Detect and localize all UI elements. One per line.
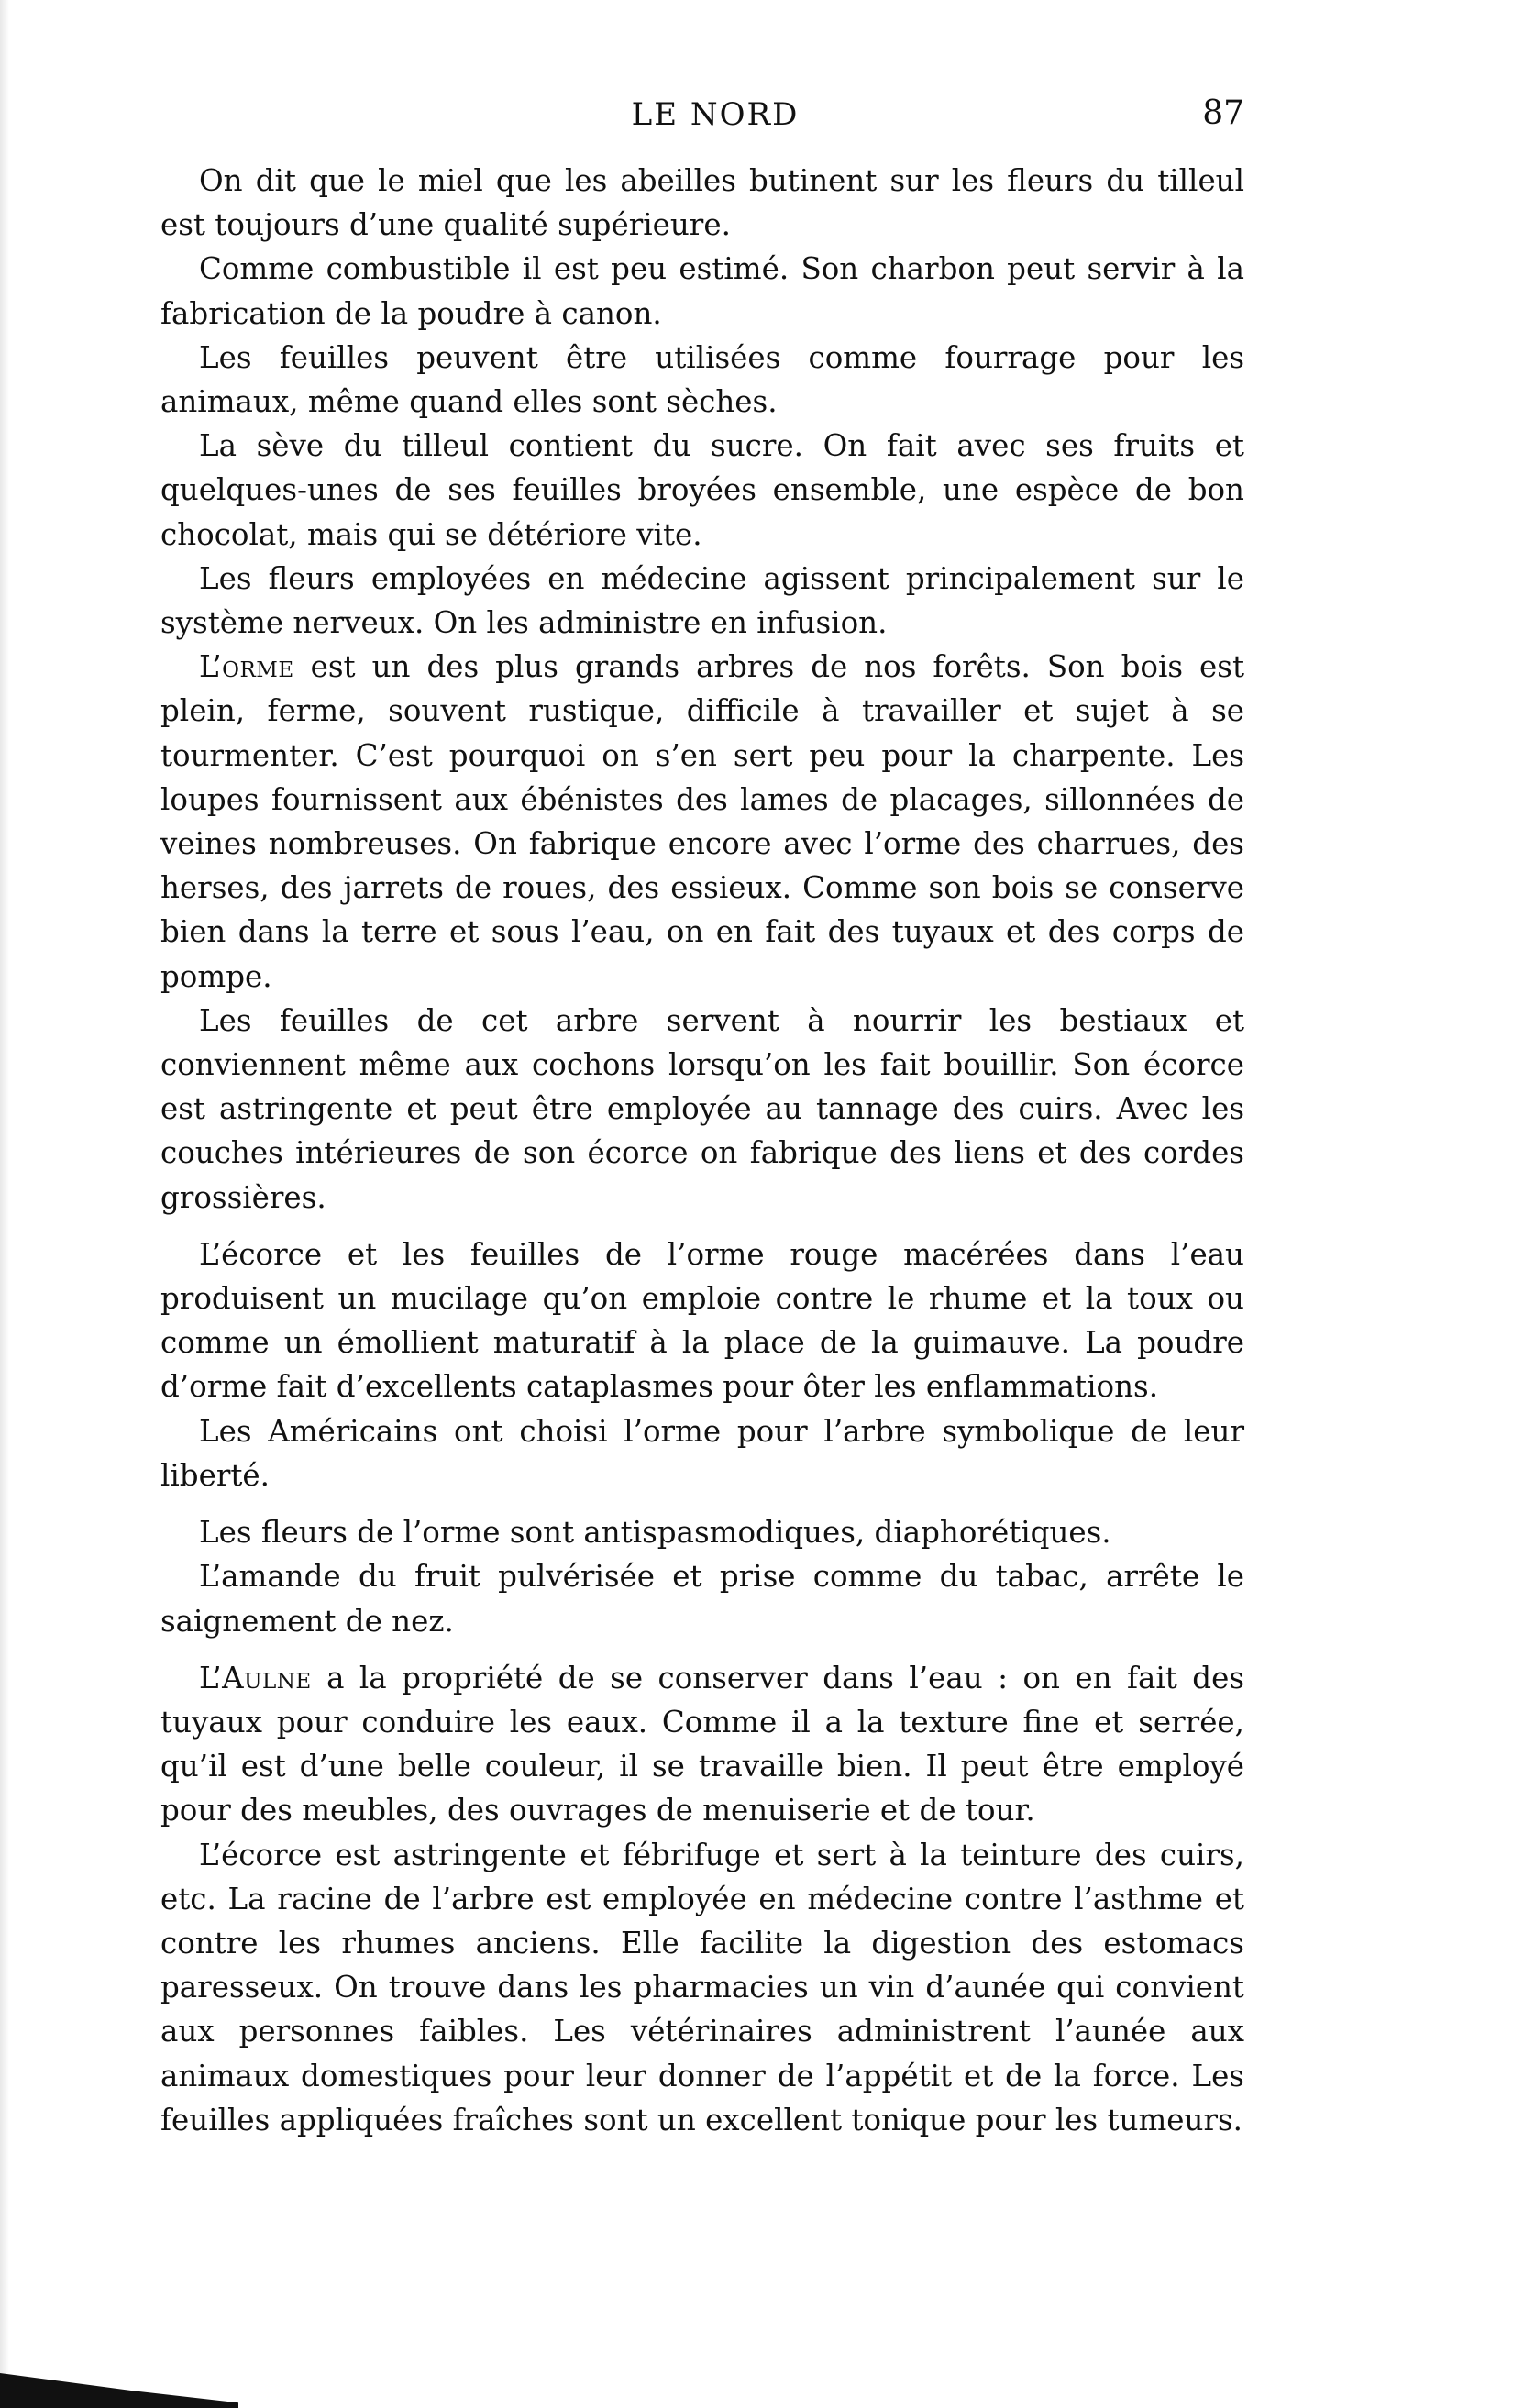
lead-term-orme: L’orme [199,649,294,685]
scan-bottom-mark [0,2373,238,2408]
paragraph-5: Les fleurs employées en médecine agissent principalement sur le système nerveux. On les administre en infusion. [160,560,1244,641]
running-header: LE NORD [631,96,800,133]
paragraph-13: L’écorce est astringente et fébrifuge et sert à la teinture des cuirs, etc. La racine de l’arbre est employée en médecine contre l’asthme et contre les rhumes anciens. Elle facilite la digestion des estomacs paresseux. On trouve dans les pharmacies un vin d’aunée qui convient aux personnes faibles. Les vétérinaires administrent l’aunée aux animaux domestiques pour leur donner de l’appétit et de la force. Les feuilles appliquées fraîches sont un excellent tonique pour les tumeurs. [160,1837,1244,2137]
paragraph-7: Les feuilles de cet arbre servent à nourrir les bestiaux et conviennent même aux cochons lorsqu’on les fait bouillir. Son écorce est astringente et peut être employée au tannage des cuirs. Avec les couches intérieures de son écorce on fabrique des liens et des cordes grossières. [160,1002,1244,1215]
scan-left-edge [0,0,9,2408]
paragraph-2: Comme combustible il est peu estimé. Son charbon peut servir à la fabrication de la poudre à canon. [160,251,1244,331]
paragraph-10: Les fleurs de l’orme sont antispasmodiques, diaphorétiques. [199,1515,1111,1551]
paragraph-6: L’orme est un des plus grands arbres de nos forêts. Son bois est plein, ferme, souvent rustique, difficile à travailler et sujet à se tourmenter. C’est pourquoi on s’en sert peu pour la charpente. Les loupes fournissent aux ébénistes des lames de placages, sillonnées de veines nombreuses. On fabrique encore avec l’orme des charrues, des herses, des jarrets de roues, des essieux. Comme son bois se conserve bien dans la terre et sous l’eau, on en fait des tuyaux et des corps de pompe. [160,649,1244,994]
paragraph-9: Les Américains ont choisi l’orme pour l’arbre symbolique de leur liberté. [160,1413,1244,1493]
paragraph-12: L’Aulne a la propriété de se conserver dans l’eau : on en fait des tuyaux pour conduire les eaux. Comme il a la texture fine et serrée, qu’il est d’une belle couleur, il se travaille bien. Il peut être employé pour des meubles, des ouvrages de menuiserie et de tour. [160,1660,1244,1828]
paragraph-1: On dit que le miel que les abeilles butinent sur les fleurs du tilleul est toujours d’une qualité supérieure. [160,163,1244,243]
page-number: 87 [1202,94,1244,132]
lead-term-aulne: L’Aulne [199,1660,312,1696]
paragraph-4: La sève du tilleul contient du sucre. On fait avec ses fruits et quelques-unes de ses feuilles broyées ensemble, une espèce de bon chocolat, mais qui se détériore vite. [160,428,1244,552]
paragraph-8: L’écorce et les feuilles de l’orme rouge macérées dans l’eau produisent un mucilage qu’on emploie contre le rhume et la toux ou comme un émollient maturatif à la place de la guimauve. La poudre d’orme fait d’excellents cataplasmes pour ôter les enflammations. [160,1236,1244,1405]
paragraph-11: L’amande du fruit pulvérisée et prise comme du tabac, arrête le saignement de nez. [160,1559,1244,1639]
body-text [160,159,1244,2142]
paragraph-3: Les feuilles peuvent être utilisées comme fourrage pour les animaux, même quand elles sont sèches. [160,339,1244,420]
